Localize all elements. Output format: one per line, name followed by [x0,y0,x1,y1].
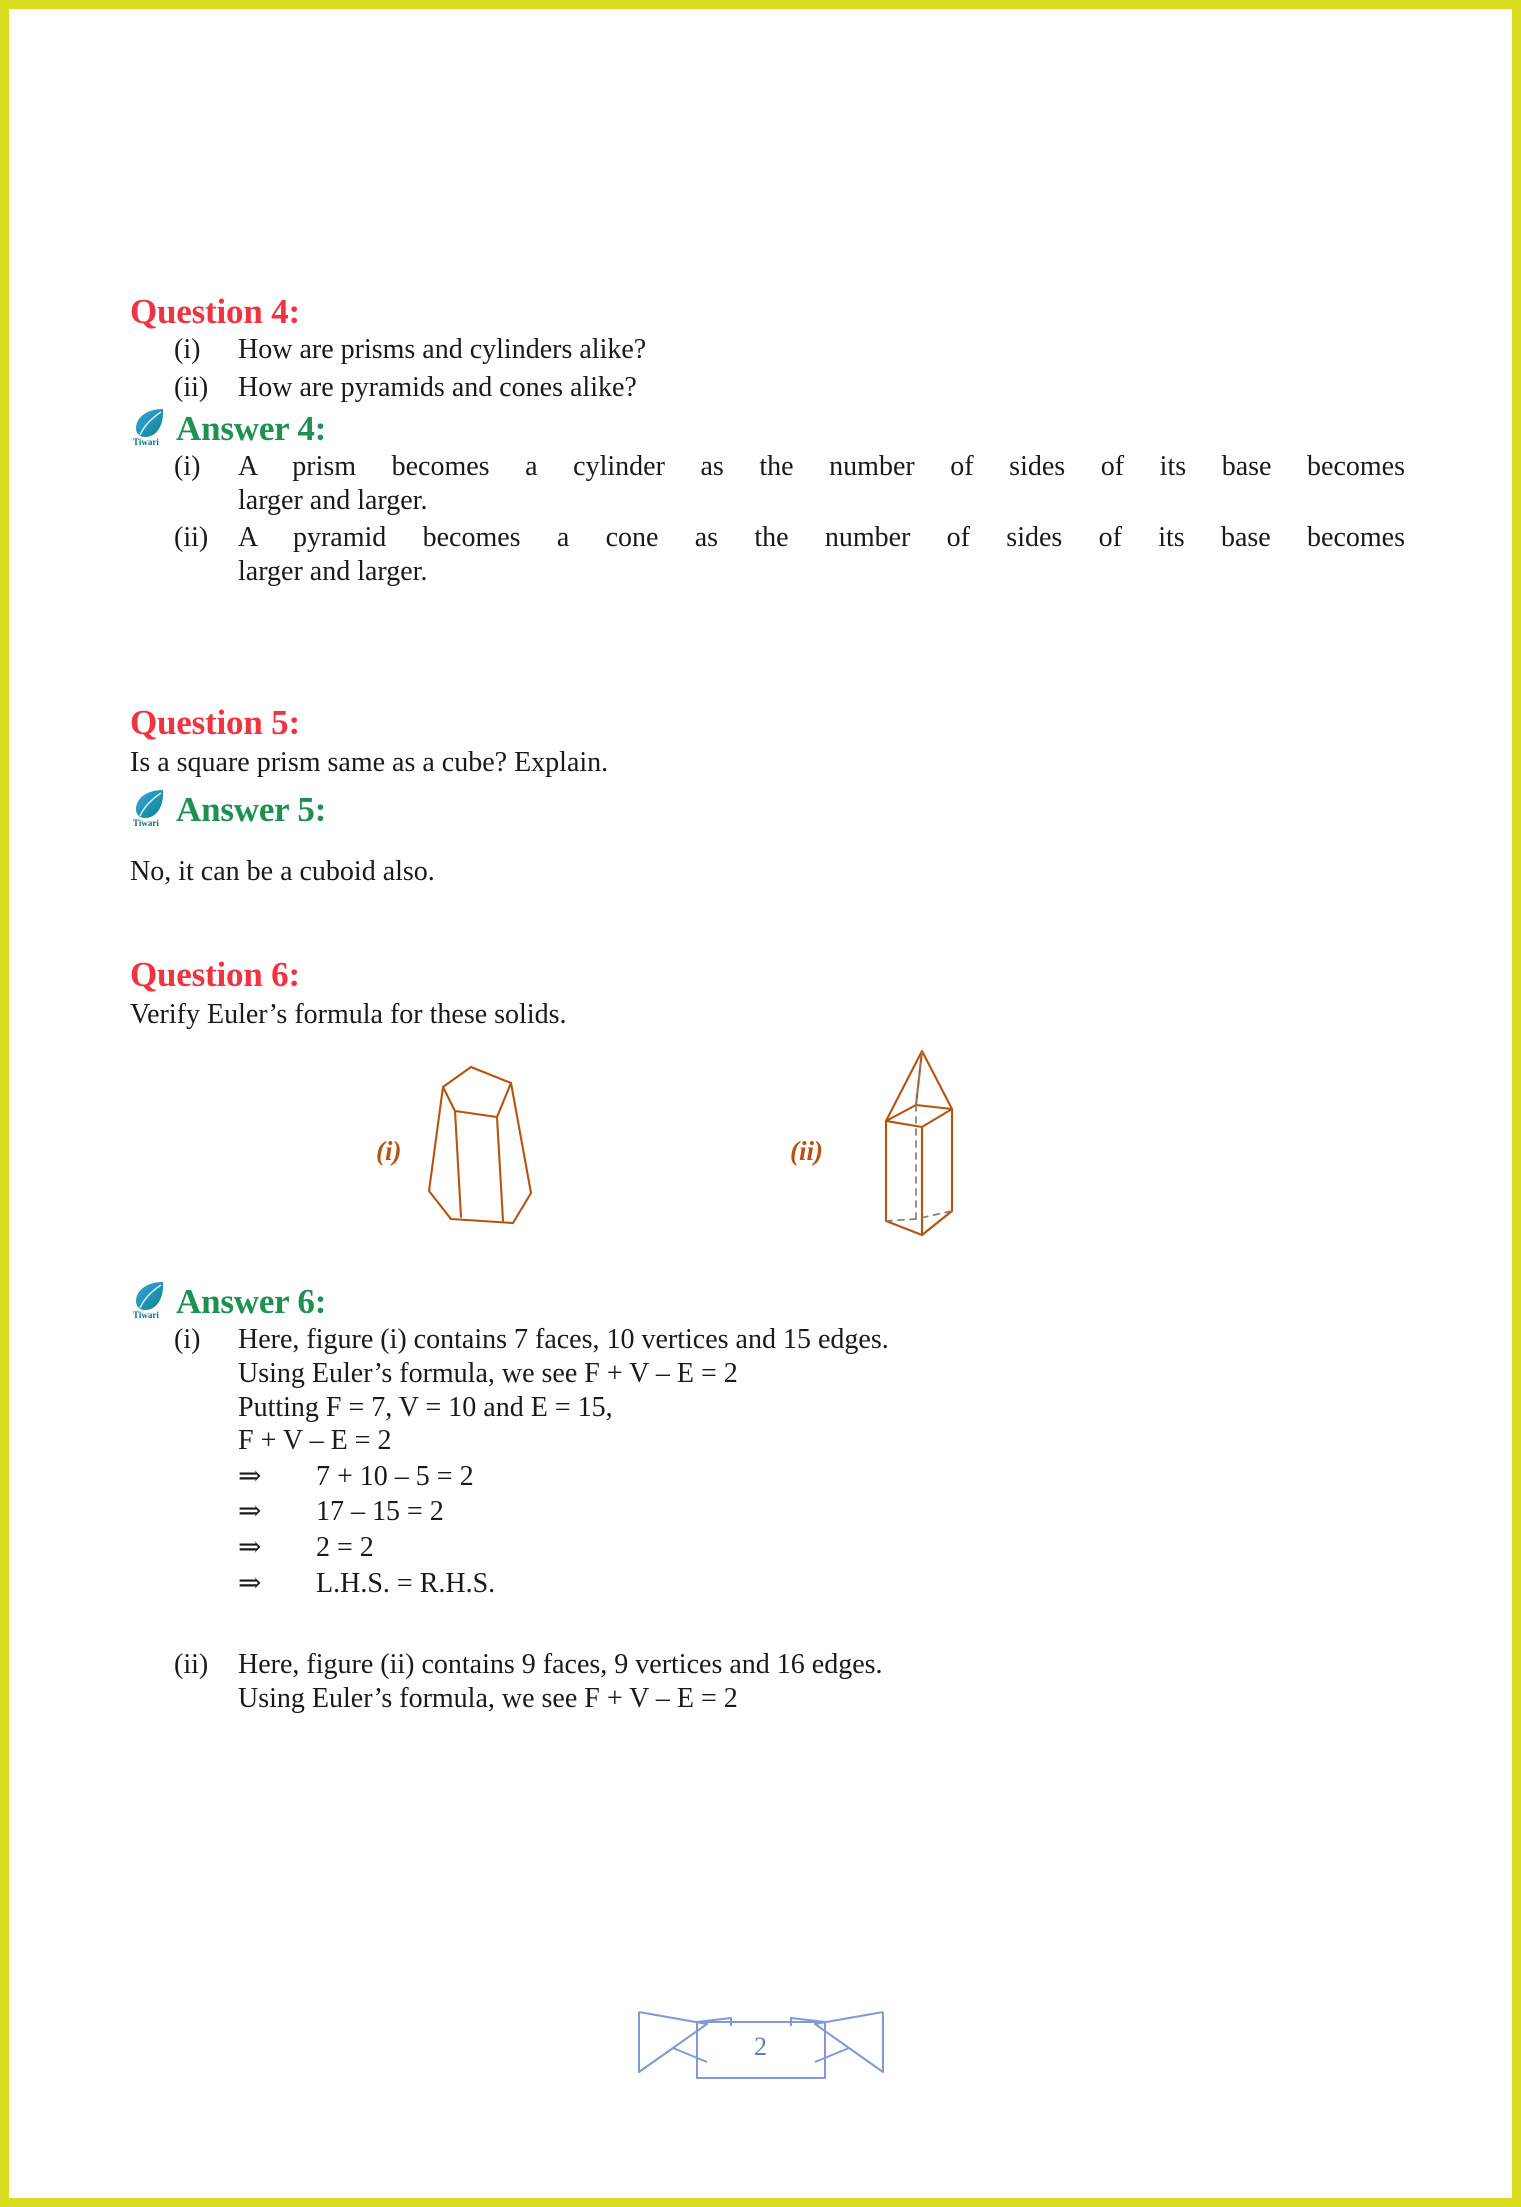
answer-6-item-i-line-3: Putting F = 7, V = 10 and E = 15, [238,1391,613,1423]
question-6-heading: Question 6: [130,954,300,994]
answer-6-heading: Answer 6: [176,1282,327,1322]
question-4-item-i [130,333,1405,367]
answer-6-step-2-expression: 17 – 15 = 2 [316,1496,444,1528]
answer-6-item-i-body [238,1323,1405,1600]
answer-4-item-i-line-2: larger and larger. [238,484,428,516]
answer-4-heading: Answer 4: [176,409,327,449]
spacer-after-answer-4 [130,589,1405,705]
page-number-ribbon [621,1984,901,2094]
answer-4-item-ii [130,521,1405,588]
page-inner-surface [9,9,1512,2198]
answer-4-item-ii-line-2: larger and larger. [238,555,428,587]
answer-5-text: No, it can be a cuboid also. [130,856,435,888]
answer-4-item-i [130,450,1405,517]
answer-6-item-ii [130,1648,1405,1715]
tiwari-leaf-logo-icon [130,787,174,829]
figure-ii-square-prism-with-pyramid-icon [870,1043,980,1263]
answer-4-heading-row [130,404,1405,449]
question-4-item-ii [130,371,1405,405]
answer-6-item-ii-line-1: Here, figure (ii) contains 9 faces, 9 vertices and 16 edges. [238,1649,883,1681]
document-content [130,294,1405,1715]
svg-text:Tiwari: Tiwari [133,818,159,829]
question-4-heading: Question 4: [130,292,300,331]
answer-4-item-i-marker: (i) [174,451,201,483]
answer-6-step-4 [238,1567,1405,1601]
implies-arrow-icon: ⇒ [238,1460,262,1492]
implies-arrow-icon: ⇒ [238,1531,262,1563]
answer-4-item-ii-line-1: A pyramid becomes a cone as the number of sides of its base becomes [238,522,1405,554]
answer-4-item-ii-text [238,521,1405,588]
figure-i-pentagonal-frustum-icon [425,1061,545,1246]
answer-6-step-1 [238,1460,1405,1494]
answer-4-item-i-line-1: A prism becomes a cylinder as the number of sides of its base becomes [238,451,1405,483]
figure-i-label: (i) [376,1136,402,1167]
answer-6-item-ii-line-2: Using Euler’s formula, we see F + V – E = 2 [238,1682,738,1714]
svg-text:Tiwari: Tiwari [133,1310,159,1321]
answer-6-step-3-expression: 2 = 2 [316,1531,374,1563]
question-6-text: Verify Euler’s formula for these solids. [130,998,567,1030]
implies-arrow-icon: ⇒ [238,1567,262,1599]
question-6-figures [130,1041,1405,1273]
question-5-heading: Question 5: [130,702,300,742]
spacer-between-answer-6-parts [130,1600,1405,1644]
question-4-item-ii-marker: (ii) [174,371,209,403]
answer-6-item-i [130,1323,1405,1600]
svg-text:Tiwari: Tiwari [133,437,159,448]
tiwari-leaf-logo-icon [130,1279,174,1321]
page-number: 2 [754,2032,767,2061]
answer-5-heading: Answer 5: [176,790,327,830]
spacer-after-answer-5 [130,889,1405,957]
question-4-item-ii-text: How are pyramids and cones alike? [238,371,637,403]
answer-6-item-i-marker: (i) [174,1324,201,1356]
answer-4-item-i-text [238,450,1405,517]
question-4-item-i-marker: (i) [174,334,201,365]
figure-ii-label: (ii) [790,1136,823,1167]
answer-6-item-i-line-4: F + V – E = 2 [238,1425,392,1457]
answer-6-item-ii-body [238,1648,1405,1715]
tiwari-leaf-logo-icon [130,406,174,448]
answer-6-heading-row [130,1277,1405,1322]
answer-6-step-1-expression: 7 + 10 – 5 = 2 [316,1460,474,1492]
answer-6-step-4-expression: L.H.S. = R.H.S. [316,1567,496,1599]
answer-6-item-i-line-1: Here, figure (i) contains 7 faces, 10 vertices and 15 edges. [238,1324,889,1356]
answer-6-item-i-line-2: Using Euler’s formula, we see F + V – E = 2 [238,1357,738,1389]
answer-6-step-3 [238,1531,1405,1565]
implies-arrow-icon: ⇒ [238,1496,262,1528]
answer-6-step-2 [238,1495,1405,1529]
answer-6-item-ii-marker: (ii) [174,1649,209,1681]
question-5-text: Is a square prism same as a cube? Explain. [130,746,609,778]
question-4-item-i-text: How are prisms and cylinders alike? [238,334,647,365]
answer-4-item-ii-marker: (ii) [174,522,209,554]
answer-5-heading-row [130,785,1405,830]
page-footer [9,1984,1512,2094]
spacer-before-answer-5-text [130,827,1405,849]
